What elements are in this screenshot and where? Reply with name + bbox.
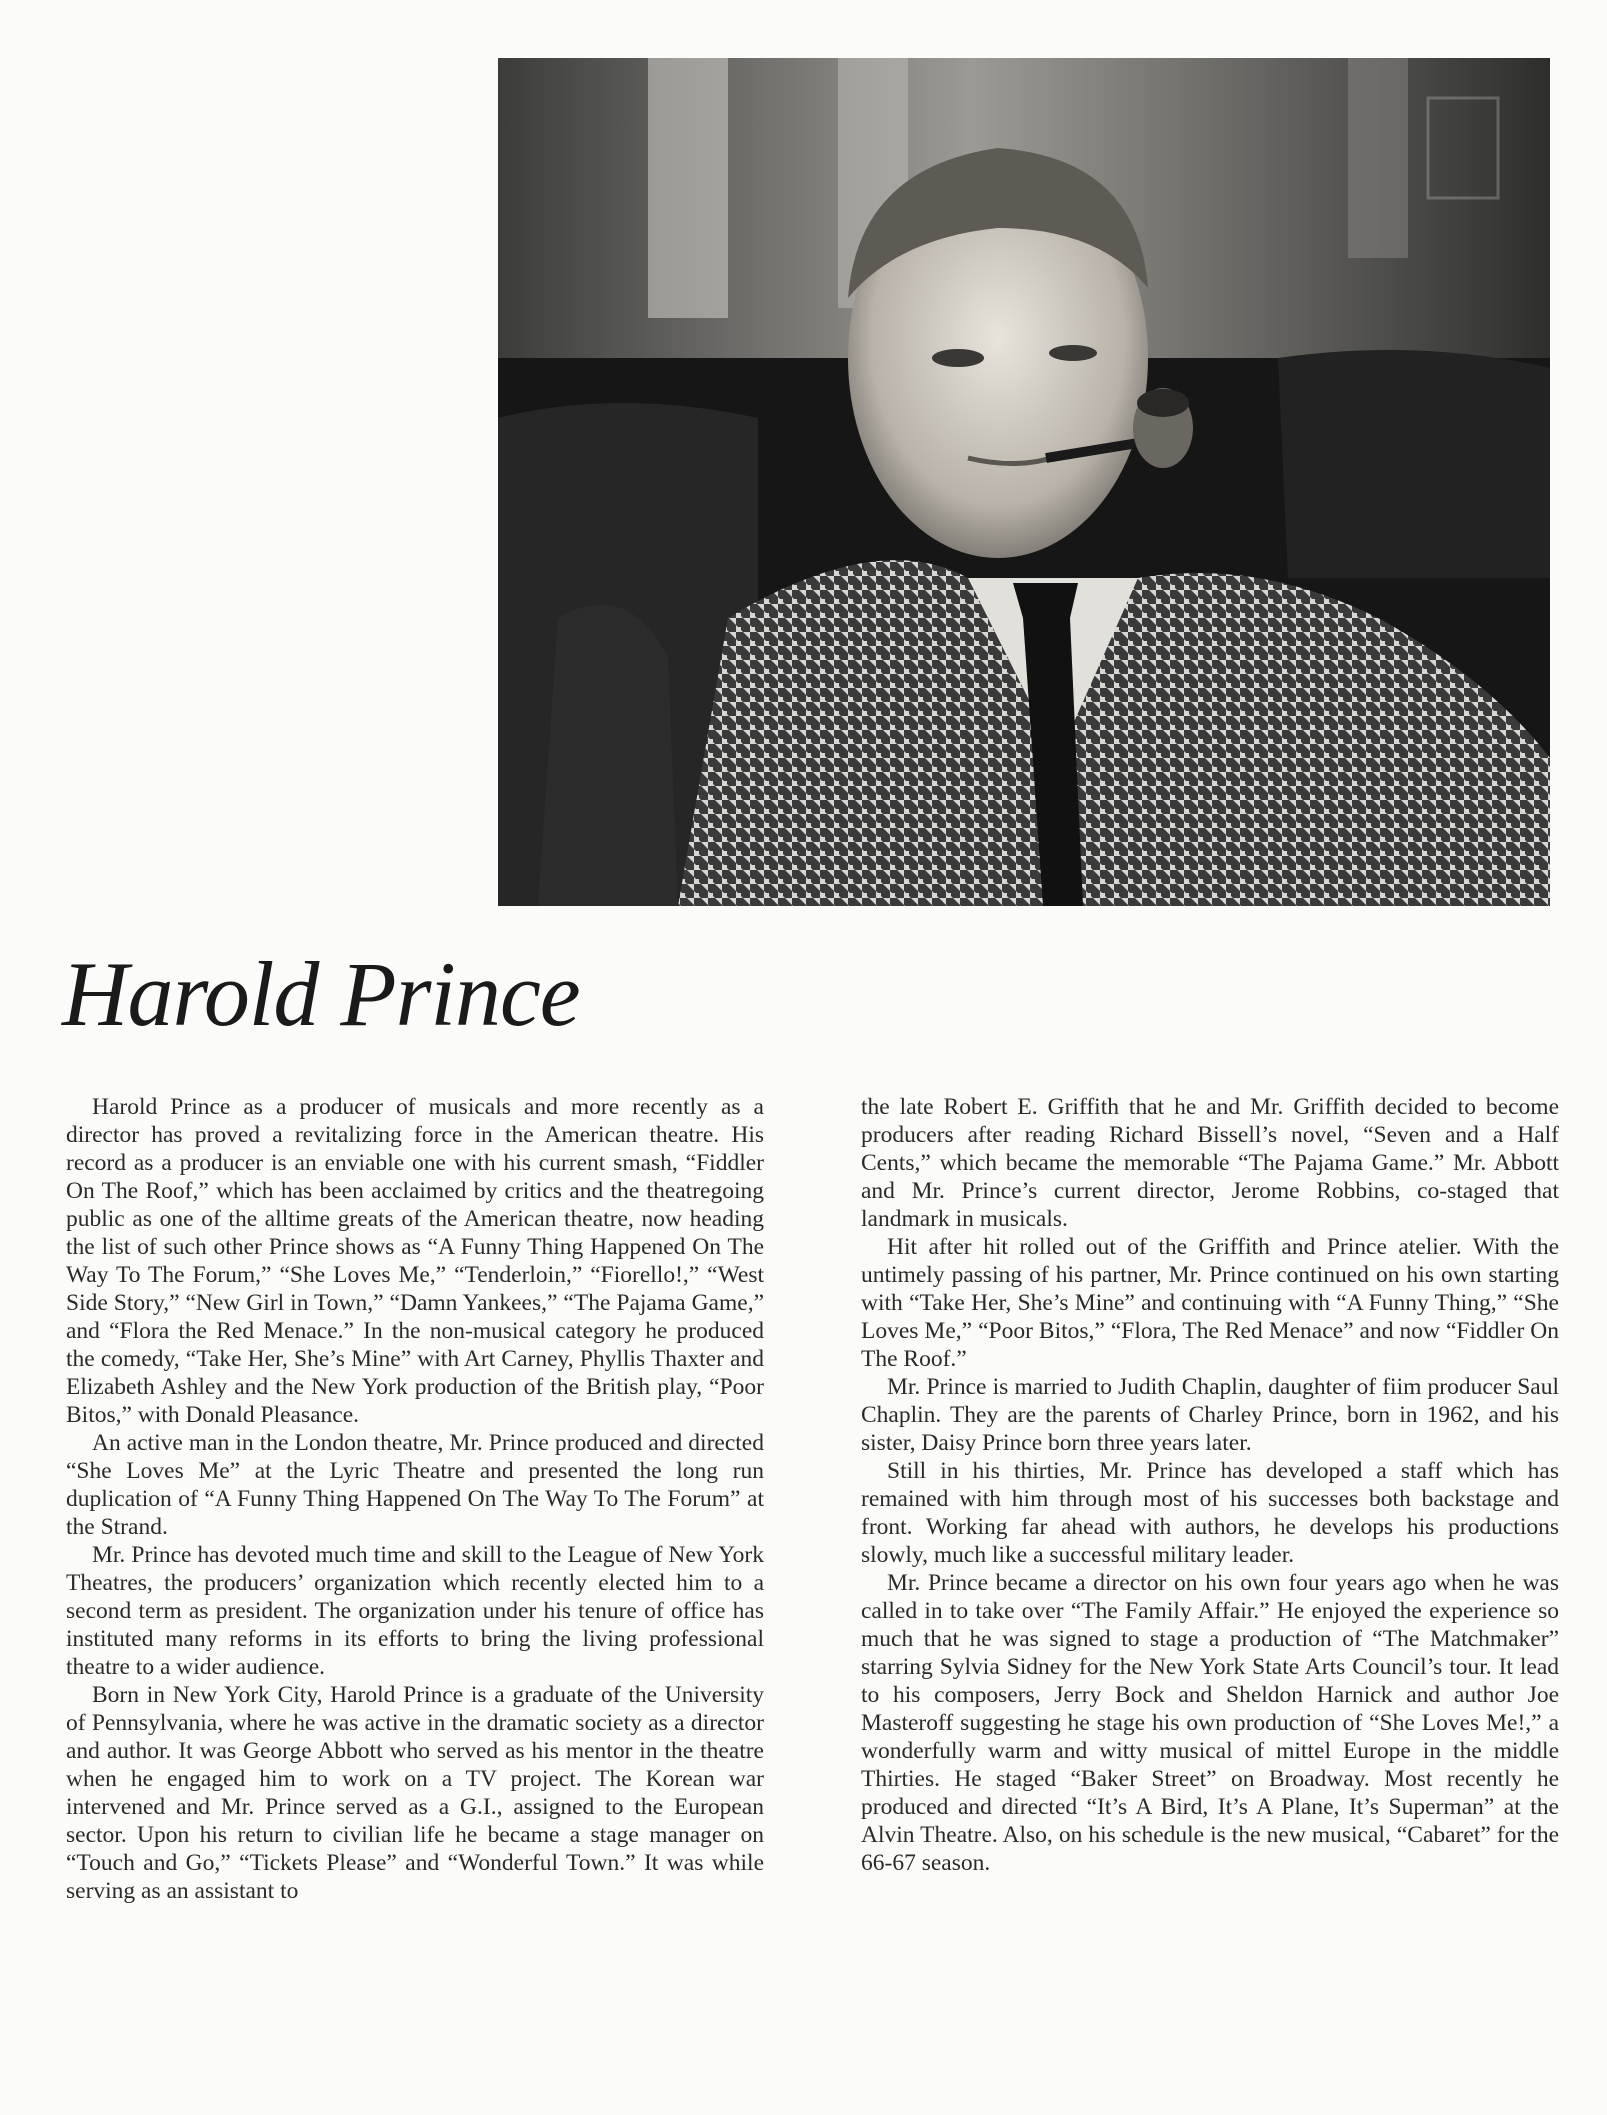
paragraph: Hit after hit rolled out of the Griffith and Prince atelier. With the untimely passing of his partner, Mr. Prince continued on his own starting with “Take Her, She’s Mine” and continuing with “A Funny Thing,” “She Loves Me,” “Poor Bitos,” “Flora, The Red Menace” and now “Fiddler On The Roof.” (861, 1234, 1559, 1372)
paragraph: Born in New York City, Harold Prince is a graduate of the University of Pennsylvania, where he was active in the dramatic society as a director and author. It was George Abbott who served as his mentor in the theatre when he engaged him to work on a TV project. The Korean war intervened and Mr. Prince served as a G.I., assigned to the European sector. Upon his return to civilian life he became a stage manager on “Touch and Go,” “Tickets Please” and “Wonderful Town.” It was while serving as an assistant to (66, 1682, 764, 1904)
portrait-photo (498, 58, 1550, 906)
left-column (66, 1093, 764, 1905)
paragraph-continuation: the late Robert E. Griffith that he and Mr. Griffith decided to become producers after reading Richard Bissell’s novel, “Seven and a Half Cents,” which became the memorable “The Pajama Game.” Mr. Abbott and Mr. Prince’s current director, Jerome Robbins, co-staged that landmark in musicals. (861, 1094, 1559, 1232)
paragraph: Mr. Prince is married to Judith Chaplin, daughter of fiim producer Saul Chaplin. They are the parents of Charley Prince, born in 1962, and his sister, Daisy Prince born three years later. (861, 1374, 1559, 1456)
paragraph: Harold Prince as a producer of musicals and more recently as a director has proved a revitalizing force in the American theatre. His record as a producer is an enviable one with his current smash, “Fiddler On The Roof,” which has been acclaimed by critics and the theatregoing public as one of the alltime greats of the American theatre, now heading the list of such other Prince shows as “A Funny Thing Happened On The Way To The Forum,” “She Loves Me,” “Tenderloin,” “Fiorello!,” “West Side Story,” “New Girl in Town,” “Damn Yankees,” “The Pajama Game,” and “Flora the Red Menace.” In the non-musical category he produced the comedy, “Take Her, She’s Mine” with Art Carney, Phyllis Thaxter and Elizabeth Ashley and the New York production of the British play, “Poor Bitos,” with Donald Pleasance. (66, 1094, 764, 1428)
page-title: Harold Prince (62, 943, 580, 1045)
paragraph: An active man in the London theatre, Mr. Prince produced and directed “She Loves Me” at the Lyric Theatre and presented the long run duplication of “A Funny Thing Happened On The Way To The Forum” at the Strand. (66, 1430, 764, 1540)
paragraph: Mr. Prince has devoted much time and skill to the League of New York Theatres, the producers’ organization which recently elected him to a second term as president. The organization under his tenure of office has instituted many reforms in its efforts to bring the living professional theatre to a wider audience. (66, 1542, 764, 1680)
paragraph: Mr. Prince became a director on his own four years ago when he was called in to take over “The Family Affair.” He enjoyed the experience so much that he was signed to stage a production of “The Matchmaker” starring Sylvia Sidney for the New York State Arts Council’s tour. It lead to his composers, Jerry Bock and Sheldon Harnick and author Joe Masteroff suggesting he stage his own production of “She Loves Me!,” a wonderfully warm and witty musical of mittel Europe in the middle Thirties. He staged “Baker Street” on Broadway. Most recently he produced and directed “It’s A Bird, It’s A Plane, It’s Superman” at the Alvin Theatre. Also, on his schedule is the new musical, “Cabaret” for the 66-67 season. (861, 1570, 1559, 1876)
portrait-illustration (498, 58, 1550, 906)
paragraph: Still in his thirties, Mr. Prince has developed a staff which has remained with him through most of his successes both backstage and front. Working far ahead with authors, he develops his productions slowly, much like a successful military leader. (861, 1458, 1559, 1568)
right-column (861, 1093, 1559, 1877)
